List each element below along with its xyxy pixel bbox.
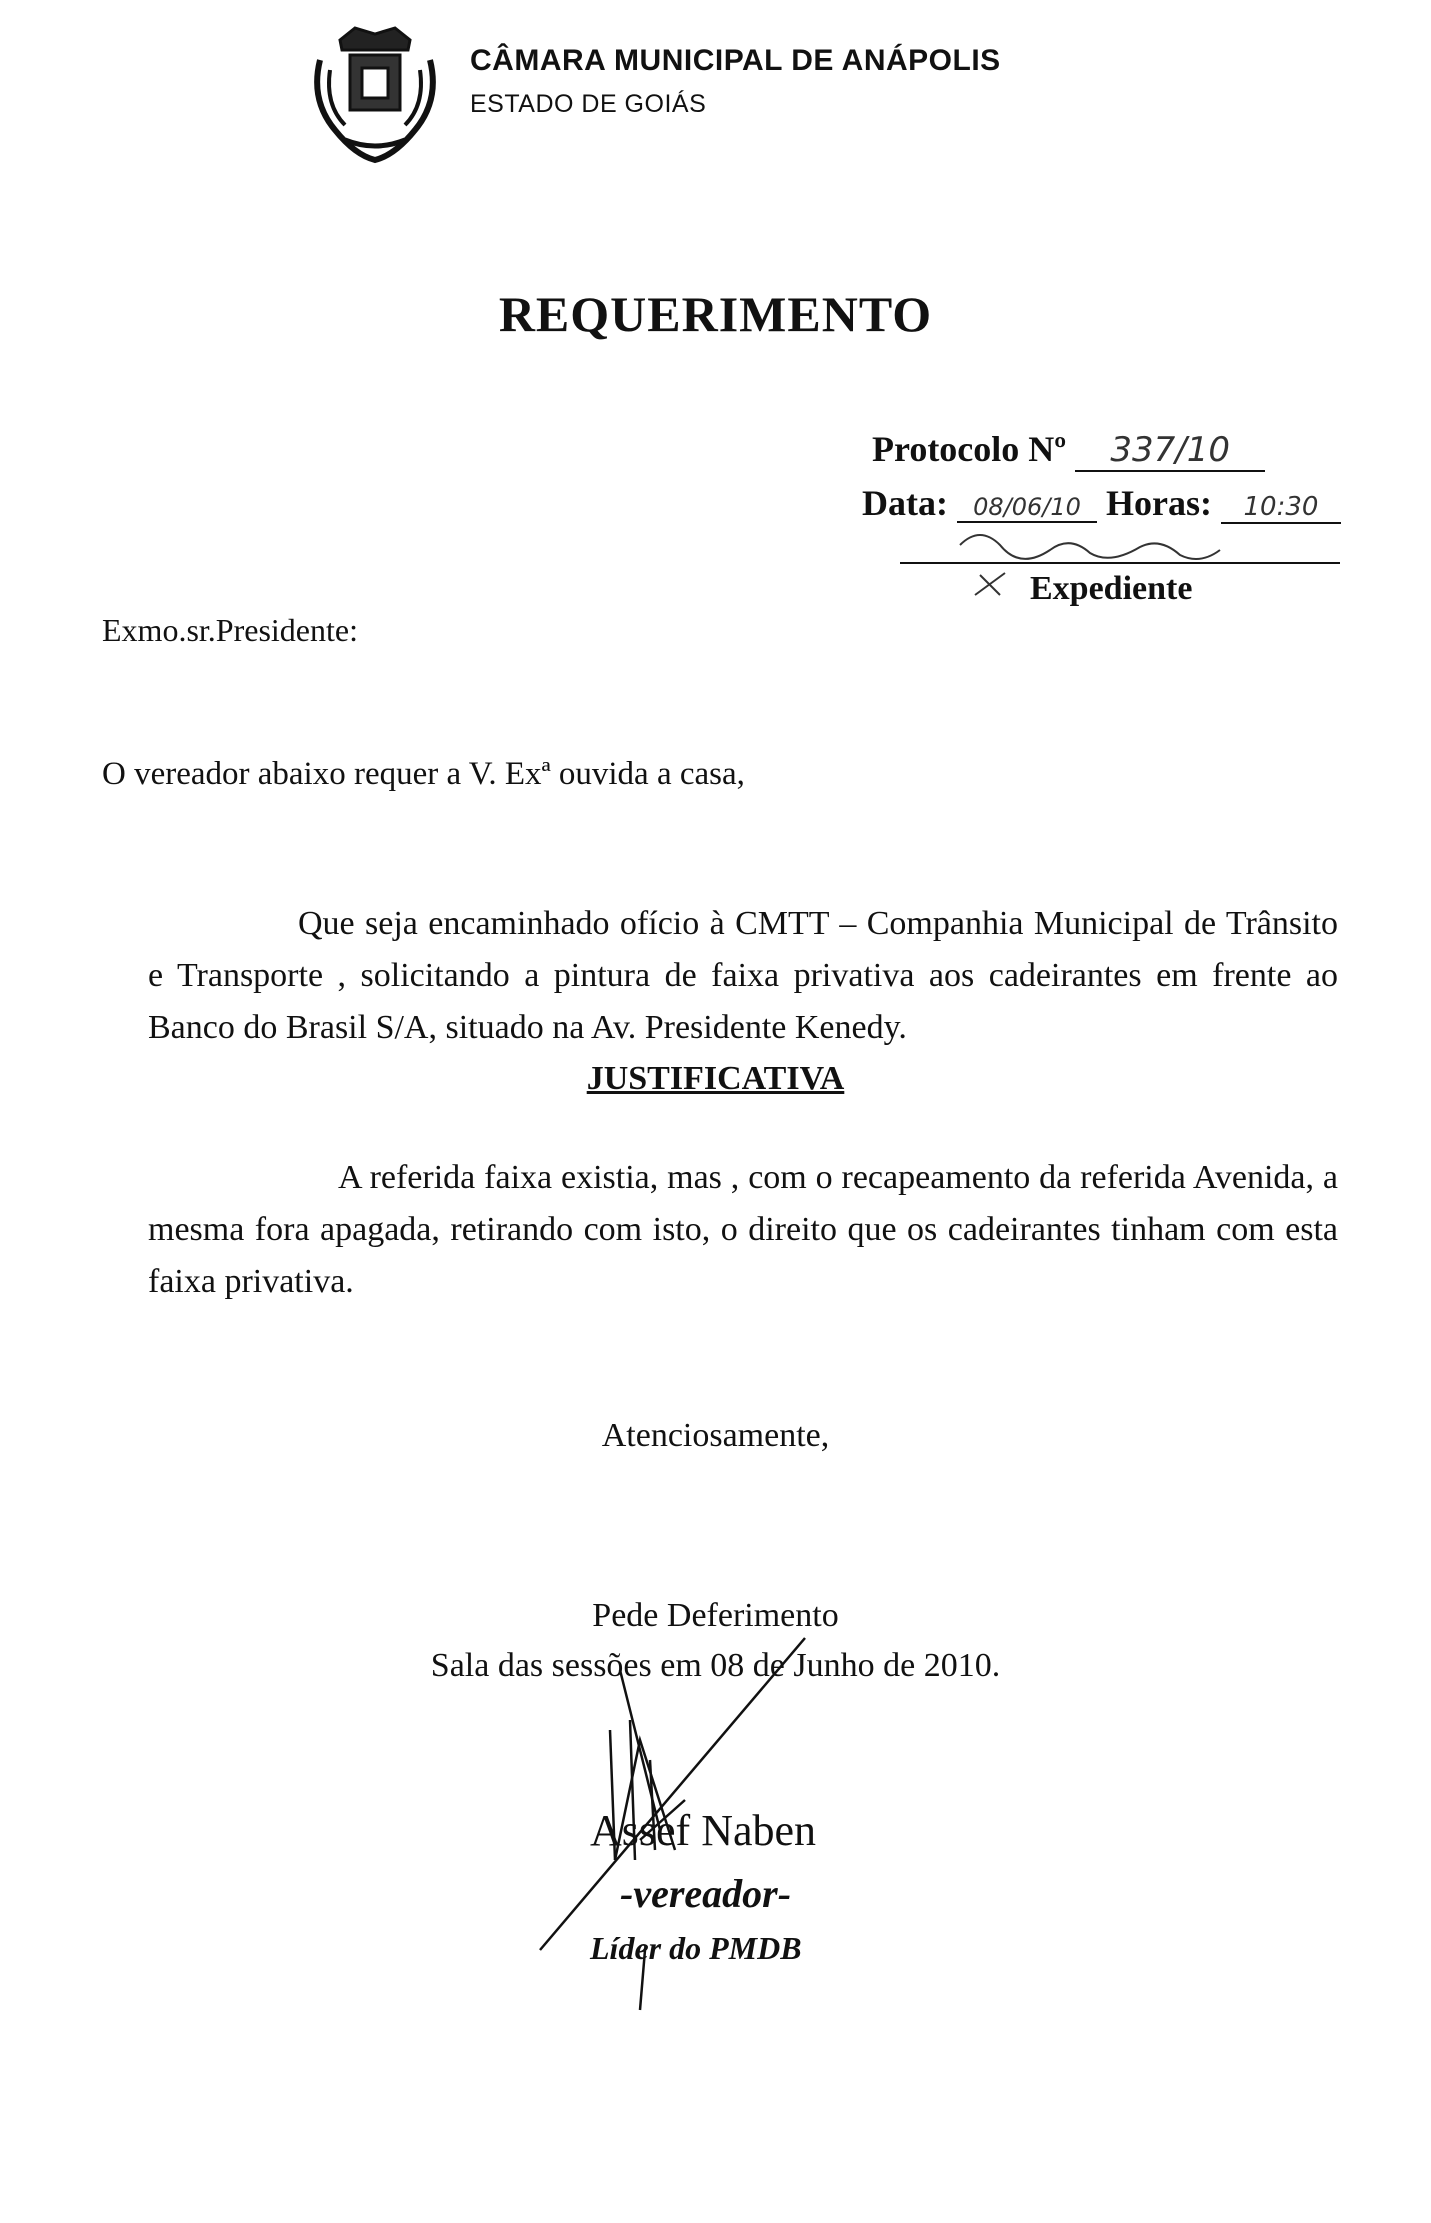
- date-label: Data:: [862, 483, 948, 523]
- justification-paragraph: A referida faixa existia, mas , com o recapeamento da referida Avenida, a mesma fora apagada, retirando com isto, o direito que os cadeirantes tinham com esta faixa privativa.: [148, 1159, 1338, 1300]
- protocol-number: 337/10: [1075, 430, 1265, 472]
- state-name: ESTADO DE GOIÁS: [470, 90, 707, 118]
- intro-line: O vereador abaixo requer a V. Exª ouvida a casa,: [102, 756, 745, 792]
- protocol-hours: 10:30: [1221, 492, 1341, 524]
- institution-name: CÂMARA MUNICIPAL DE ANÁPOLIS: [470, 44, 1001, 77]
- protocol-label: Protocolo Nº: [872, 429, 1067, 469]
- protocol-date-line: [862, 482, 1341, 524]
- salutation: Exmo.sr.Presidente:: [102, 612, 358, 648]
- place-date: Sala das sessões em 08 de Junho de 2010.: [430, 1647, 1001, 1684]
- protocol-line: [872, 428, 1265, 472]
- municipal-coat-of-arms-icon: [300, 20, 450, 170]
- document-title: REQUERIMENTO: [498, 286, 933, 342]
- closing: Atenciosamente,: [601, 1417, 830, 1454]
- department-label: Expediente: [1030, 570, 1193, 607]
- protocol-date: 08/06/10: [957, 493, 1097, 523]
- hours-label: Horas:: [1105, 483, 1212, 523]
- request-paragraph: Que seja encaminhado ofício à CMTT – Companhia Municipal de Trânsito e Transporte , solicitando a pintura de faixa privativa aos cadeirantes em frente ao Banco do Brasil S/A, situado na Av. Presidente Kenedy.: [148, 905, 1338, 1046]
- signatory-role: -vereador-: [620, 1871, 792, 1916]
- justification-heading: JUSTIFICATIVA: [586, 1060, 845, 1097]
- request-deferral: Pede Deferimento: [592, 1597, 839, 1634]
- signatory-party: Líder do PMDB: [590, 1930, 802, 1966]
- signatory-name: Assef Naben: [590, 1806, 817, 1855]
